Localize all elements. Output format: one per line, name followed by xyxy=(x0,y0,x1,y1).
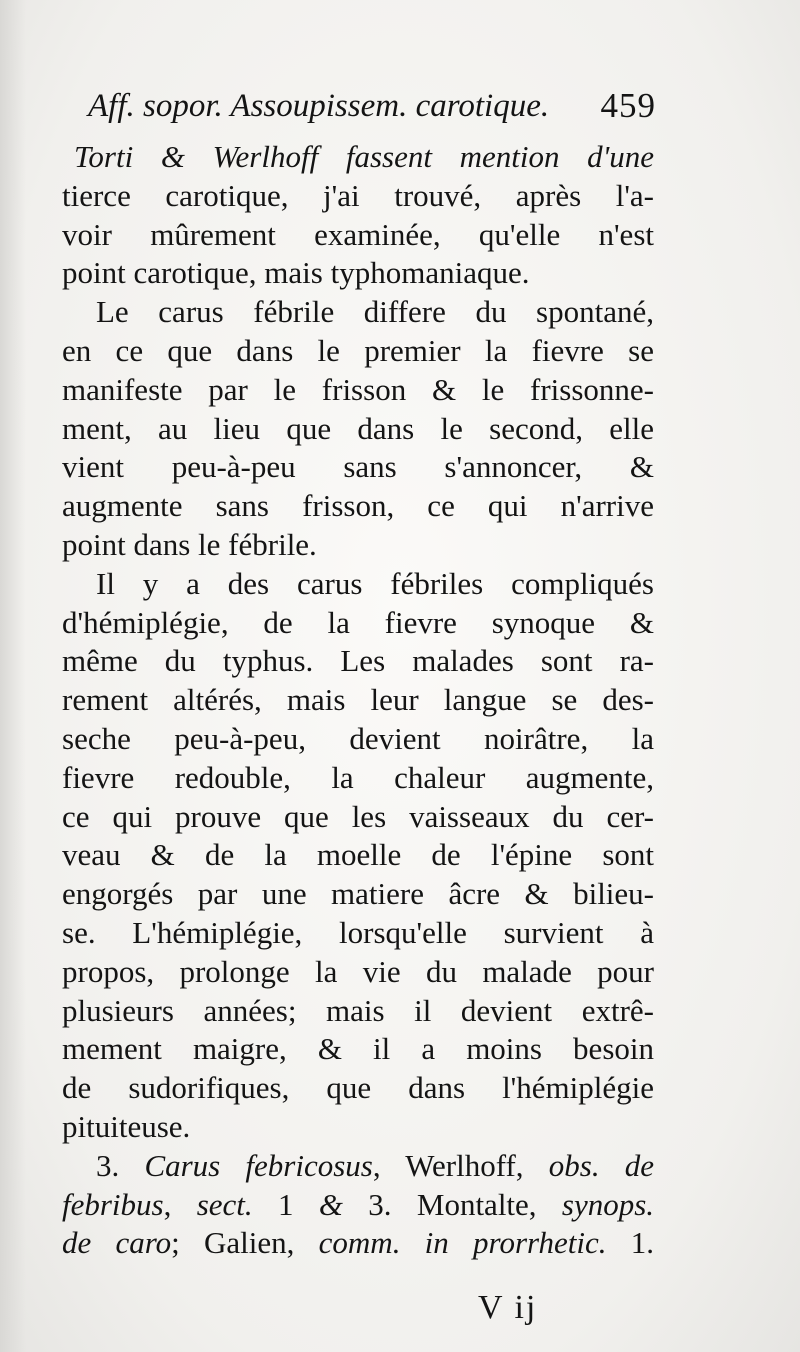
text-line: manifeste par le frisson & le frissonne- xyxy=(62,371,654,407)
text-line: engorgés par une matiere âcre & bilieu- xyxy=(62,876,654,912)
text-line: se. L'hémiplégie, lorsqu'elle survient à xyxy=(62,914,654,950)
paragraph-start-line: Il y a des carus fébriles compliqués xyxy=(96,565,654,601)
text-line: même du typhus. Les malades sont ra- xyxy=(62,643,654,679)
running-title: Aff. sopor. Assoupissem. carotique. xyxy=(88,88,550,124)
text-line: voir mûrement examinée, qu'elle n'est xyxy=(62,216,654,252)
text-line: vient peu-à-peu sans s'annoncer, & xyxy=(62,449,654,485)
page-gutter-shadow xyxy=(0,0,26,1352)
reference-line: de caro; Galien, comm. in prorrhetic. 1. xyxy=(62,1225,655,1261)
text-line: en ce que dans le premier la fievre se xyxy=(62,332,654,368)
reference-line: 3. Carus febricosus, Werlhoff, obs. de xyxy=(96,1147,655,1183)
page-header xyxy=(88,78,656,134)
signature-mark: V ij xyxy=(478,1289,538,1326)
text-line: augmente sans frisson, ce qui n'arrive xyxy=(62,488,654,524)
text-line: point carotique, mais typhomaniaque. xyxy=(62,255,530,291)
text-line: mement maigre, & il a moins besoin xyxy=(62,1031,654,1067)
text-line: point dans le fébrile. xyxy=(62,526,317,562)
text-line: propos, prolonge la vie du malade pour xyxy=(62,953,654,989)
text-line: Torti & Werlhoff fassent mention d'une xyxy=(74,139,654,174)
text-line: plusieurs années; mais il devient extrê- xyxy=(62,992,654,1028)
text-line: d'hémiplégie, de la fievre synoque & xyxy=(62,604,654,640)
text-line: seche peu-à-peu, devient noirâtre, la xyxy=(62,720,654,756)
text-line: ment, au lieu que dans le second, elle xyxy=(62,410,654,446)
reference-line: febribus, sect. 1 & 3. Montalte, synops. xyxy=(62,1186,655,1222)
page-number: 459 xyxy=(600,86,656,125)
text-line: fievre redouble, la chaleur augmente, xyxy=(62,759,654,795)
text-line: veau & de la moelle de l'épine sont xyxy=(62,837,654,873)
body-text xyxy=(62,138,654,1263)
text-line: tierce carotique, j'ai trouvé, après l'a- xyxy=(62,177,654,213)
text-line: pituiteuse. xyxy=(62,1108,191,1144)
text-line: rement altérés, mais leur langue se des- xyxy=(62,682,654,718)
text-line: de sudorifiques, que dans l'hémiplégie xyxy=(62,1070,654,1106)
paragraph-start-line: Le carus fébrile differe du spontané, xyxy=(96,294,654,330)
text-line: ce qui prouve que les vaisseaux du cer- xyxy=(62,798,654,834)
